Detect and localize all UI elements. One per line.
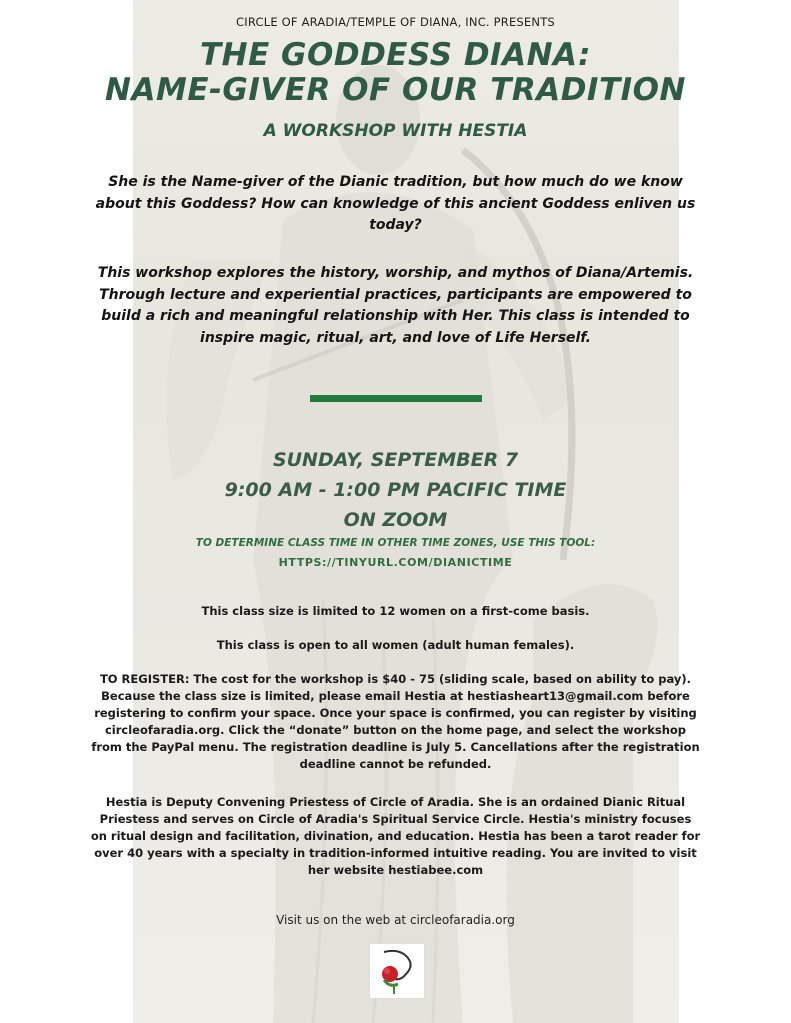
website-footer: Visit us on the web at circleofaradia.org xyxy=(276,913,515,927)
subtitle: A WORKSHOP WITH HESTIA xyxy=(263,121,528,141)
open-to-text: This class is open to all women (adult human females). xyxy=(216,638,575,652)
timezone-link[interactable]: HTTPS://TINYURL.COM/DIANICTIME xyxy=(278,556,513,569)
title-line-2: NAME-GIVER OF OUR TRADITION xyxy=(105,72,686,108)
instructor-bio: Hestia is Deputy Convening Priestess of Circle of Aradia. She is an ordained Dianic Ritual Priestess and serves on Circle of Aradia's Spiritual Service Circle. Hestia's ministry focuses on ritual design and facilitation, divination, and education. Hestia has been a tarot reader for over 40 years with a specialty in tradition-informed intuitive reading. You are invited to visit her website hestiabee.com xyxy=(90,795,701,877)
intro-paragraph-1: She is the Name-giver of the Dianic tradition, but how much do we know about this Goddess? How can knowledge of this ancient Goddess enliven us today? xyxy=(95,174,696,233)
event-location: ON ZOOM xyxy=(343,509,448,531)
event-date: SUNDAY, SEPTEMBER 7 xyxy=(272,449,519,471)
intro-paragraph-2: This workshop explores the history, worship, and mythos of Diana/Artemis. Through lecture and experiential practices, participants are empowered to build a rich and meaningful relationship with Her. This class is intended to inspire magic, ritual, art, and love of Life Herself. xyxy=(97,265,694,346)
rose-serpent-logo-icon xyxy=(370,944,424,998)
timezone-note: TO DETERMINE CLASS TIME IN OTHER TIME ZONES, USE THIS TOOL: xyxy=(195,537,596,549)
event-time: 9:00 AM - 1:00 PM PACIFIC TIME xyxy=(224,479,567,501)
presenter-line: CIRCLE OF ARADIA/TEMPLE OF DIANA, INC. PRESENTS xyxy=(236,15,555,29)
section-divider xyxy=(310,395,482,402)
circle-of-aradia-logo xyxy=(369,943,425,999)
title-line-1: THE GODDESS DIANA: xyxy=(199,37,591,73)
class-limit-text: This class size is limited to 12 women on a first-come basis. xyxy=(201,604,590,618)
registration-text: TO REGISTER: The cost for the workshop is $40 - 75 (sliding scale, based on ability to pay). Because the class size is limited, please email Hestia at hestiasheart13@gmail.com before registering to confirm your space. Once your space is confirmed, you can register by visiting circleofaradia.org. Click the “donate” button on the home page, and select the workshop from the PayPal menu. The registration deadline is July 5. Cancellations after the registration deadline cannot be refunded. xyxy=(91,672,700,771)
